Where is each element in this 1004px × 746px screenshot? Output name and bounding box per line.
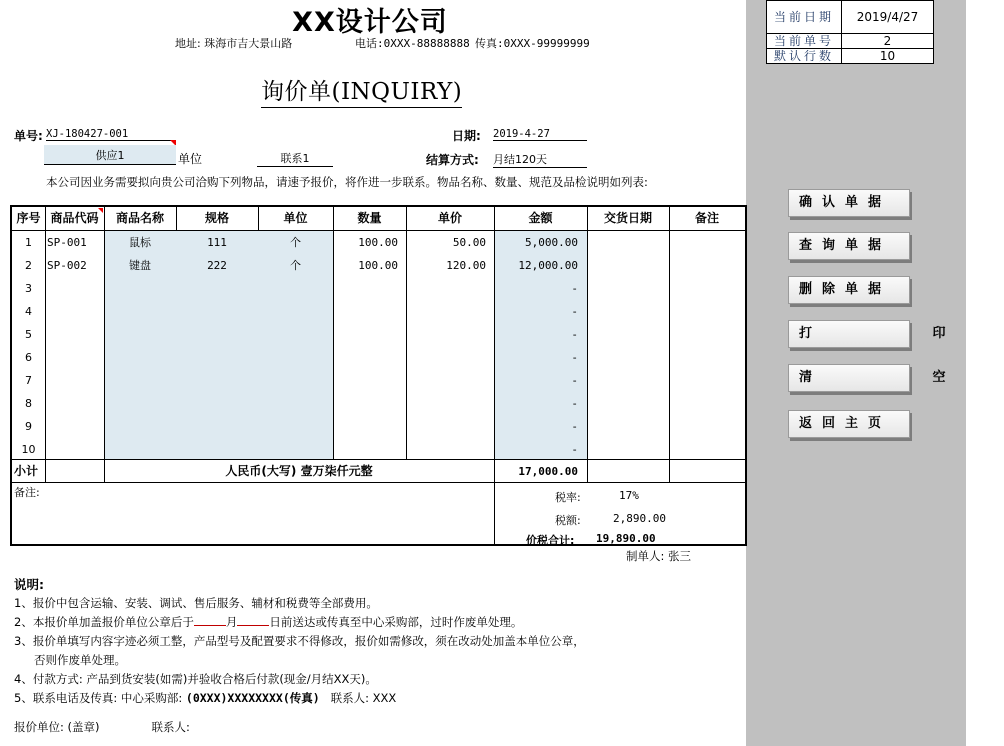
cell-qty[interactable]: 100.00 xyxy=(358,259,398,272)
cell-qty[interactable] xyxy=(333,438,398,461)
cell-qty[interactable] xyxy=(333,323,398,346)
cell-amount[interactable]: - xyxy=(571,420,578,433)
confirm-button[interactable]: 确认单据 xyxy=(788,189,910,217)
cell-no: 3 xyxy=(25,282,32,295)
cell-no: 2 xyxy=(25,259,32,272)
cell-price[interactable] xyxy=(406,369,486,392)
cell-name[interactable] xyxy=(104,415,176,438)
cell-no: 4 xyxy=(25,305,32,318)
tax-rate-value: 17% xyxy=(619,489,639,502)
cell-name[interactable]: 鼠标 xyxy=(129,236,151,249)
cell-unit[interactable] xyxy=(258,300,333,323)
company-contact-line xyxy=(175,35,595,51)
cell-qty[interactable] xyxy=(333,346,398,369)
notes-section xyxy=(14,575,714,737)
cell-code[interactable]: SP-002 xyxy=(47,259,87,272)
cell-no: 10 xyxy=(21,443,36,456)
cell-name[interactable] xyxy=(104,300,176,323)
default-rows-value[interactable]: 10 xyxy=(879,49,896,63)
cell-amount[interactable]: 12,000.00 xyxy=(518,259,578,272)
header-spec: 规格 xyxy=(204,211,229,225)
cell-unit[interactable] xyxy=(258,415,333,438)
tax-amount-label: 税额: xyxy=(555,514,581,527)
company-phone: 电话:0XXX-88888888 xyxy=(355,37,470,50)
header-code: 商品代码 xyxy=(50,211,99,225)
current-no-row xyxy=(767,34,933,49)
footer-unit: 报价单位: (盖章) xyxy=(14,720,100,734)
cell-code[interactable] xyxy=(47,392,103,415)
note-3: 3、报价单填写内容字迹必须工整，产品型号及配置要求不得修改，报价如需修改，须在改动处加盖本单位公章， xyxy=(14,634,585,648)
current-date-label: 当前日期 xyxy=(767,1,842,33)
header-price: 单价 xyxy=(437,211,462,225)
month-blank[interactable] xyxy=(194,615,226,626)
cell-no: 7 xyxy=(25,374,32,387)
cell-qty[interactable] xyxy=(333,300,398,323)
supplier-field[interactable]: 供应1 xyxy=(44,145,176,165)
cell-code[interactable] xyxy=(47,415,103,438)
cell-qty[interactable] xyxy=(333,277,398,300)
document-title: 询价单(INQUIRY) xyxy=(261,73,462,108)
cell-price[interactable] xyxy=(406,415,486,438)
note-4: 4、付款方式: 产品到货安装(如需)并验收合格后付款(现金/月结XX天)。 xyxy=(14,672,377,686)
cell-amount[interactable]: - xyxy=(571,351,578,364)
company-name: XX设计公司 xyxy=(292,7,448,38)
cell-name[interactable] xyxy=(104,346,176,369)
cell-amount[interactable]: - xyxy=(571,282,578,295)
cell-spec[interactable] xyxy=(176,369,258,392)
cell-code[interactable] xyxy=(47,300,103,323)
cell-price[interactable] xyxy=(406,277,486,300)
cell-spec[interactable] xyxy=(176,438,258,461)
cell-unit[interactable] xyxy=(258,346,333,369)
cell-qty[interactable]: 100.00 xyxy=(358,236,398,249)
subtotal-amount: 17,000.00 xyxy=(518,465,578,478)
cell-unit[interactable]: 个 xyxy=(290,236,301,249)
cell-price[interactable] xyxy=(406,438,486,461)
cell-qty[interactable] xyxy=(333,369,398,392)
tax-rate-label: 税率: xyxy=(555,491,581,504)
note-5-b: (0XXX)XXXXXXXX(传真) xyxy=(185,691,320,705)
header-unit: 单位 xyxy=(283,211,308,225)
total-label: 价税合计: xyxy=(526,534,575,547)
settlement-label: 结算方式: xyxy=(426,153,479,167)
current-date-row xyxy=(767,1,933,34)
cell-code[interactable] xyxy=(47,323,103,346)
header-name: 商品名称 xyxy=(115,211,164,225)
cell-qty[interactable] xyxy=(333,392,398,415)
clear-button[interactable]: 清 空 xyxy=(788,364,910,392)
note-5-c: 联系人: XXX xyxy=(330,691,397,705)
cell-amount[interactable]: - xyxy=(571,397,578,410)
notes-title: 说明: xyxy=(14,577,44,592)
cell-price[interactable] xyxy=(406,300,486,323)
comment-marker xyxy=(98,208,103,213)
cell-no: 6 xyxy=(25,351,32,364)
header-delivery: 交货日期 xyxy=(603,211,652,225)
notes-footer xyxy=(14,718,714,737)
cell-amount[interactable]: - xyxy=(571,443,578,456)
company-fax: 传真:0XXX-99999999 xyxy=(475,37,590,50)
remarks-label[interactable]: 备注: xyxy=(14,486,40,499)
cell-qty[interactable] xyxy=(333,415,398,438)
date-field[interactable]: 2019-4-27 xyxy=(493,128,587,141)
cell-unit[interactable] xyxy=(258,369,333,392)
header-remarks: 备注 xyxy=(694,211,719,225)
query-button[interactable]: 查询单据 xyxy=(788,232,910,260)
current-no-label: 当前单号 xyxy=(767,34,842,48)
settlement-field[interactable]: 月结120天 xyxy=(493,151,587,168)
cell-spec[interactable] xyxy=(176,323,258,346)
home-button[interactable]: 返回主页 xyxy=(788,410,910,438)
cell-price[interactable] xyxy=(406,346,486,369)
note-1: 1、报价中包含运输、安装、调试、售后服务、辅材和税费等全部费用。 xyxy=(14,596,378,610)
cell-no: 8 xyxy=(25,397,32,410)
total-value: 19,890.00 xyxy=(596,532,656,545)
cell-price[interactable] xyxy=(406,323,486,346)
note-2-b: 月 xyxy=(225,615,238,629)
cell-unit[interactable]: 个 xyxy=(290,259,301,272)
info-box xyxy=(766,0,934,64)
cell-name[interactable] xyxy=(104,323,176,346)
header-qty: 数量 xyxy=(357,211,382,225)
default-rows-row xyxy=(767,49,933,64)
cell-amount[interactable]: 5,000.00 xyxy=(525,236,578,249)
cell-code[interactable]: SP-001 xyxy=(47,236,87,249)
cell-spec[interactable] xyxy=(176,300,258,323)
cell-code[interactable] xyxy=(47,346,103,369)
note-5-a: 5、联系电话及传真: 中心采购部: xyxy=(14,691,183,705)
cell-unit[interactable] xyxy=(258,438,333,461)
col-line xyxy=(587,207,588,483)
cell-spec[interactable] xyxy=(176,392,258,415)
cell-unit[interactable] xyxy=(258,392,333,415)
order-number-field[interactable]: XJ-180427-001 xyxy=(46,128,176,141)
tax-amount-value: 2,890.00 xyxy=(613,512,666,525)
day-blank[interactable] xyxy=(237,615,269,626)
header-amount: 金额 xyxy=(528,211,553,225)
company-address: 地址: 珠海市吉大景山路 xyxy=(175,37,293,50)
current-no-value[interactable]: 2 xyxy=(883,34,892,48)
note-2 xyxy=(14,613,714,632)
col-line xyxy=(45,207,46,483)
note-2-c: 日前送达或传真至中心采购部，过时作废单处理。 xyxy=(269,615,523,629)
cell-spec[interactable] xyxy=(176,415,258,438)
cell-spec[interactable] xyxy=(176,277,258,300)
inquiry-table xyxy=(10,205,747,546)
subtotal-label: 小计 xyxy=(14,464,39,478)
cell-unit[interactable] xyxy=(258,277,333,300)
note-5 xyxy=(14,689,714,708)
header-no: 序号 xyxy=(16,211,41,225)
cell-no: 1 xyxy=(25,236,32,249)
footer-contact: 联系人: xyxy=(151,720,190,734)
cell-code[interactable] xyxy=(47,277,103,300)
cell-unit[interactable] xyxy=(258,323,333,346)
date-label: 日期: xyxy=(452,129,481,143)
cell-spec[interactable]: 222 xyxy=(207,259,227,272)
cell-name[interactable] xyxy=(104,438,176,461)
cell-name[interactable] xyxy=(104,369,176,392)
cell-name[interactable]: 键盘 xyxy=(129,259,151,272)
current-date-value[interactable]: 2019/4/27 xyxy=(856,10,919,24)
cell-amount[interactable]: - xyxy=(571,305,578,318)
cell-amount[interactable]: - xyxy=(571,374,578,387)
cell-spec[interactable] xyxy=(176,346,258,369)
subtotal-words: 人民币(大写) 壹万柒仟元整 xyxy=(225,464,373,478)
col-line xyxy=(669,207,670,483)
maker-text: 制单人: 张三 xyxy=(626,549,692,563)
cell-price[interactable]: 120.00 xyxy=(446,259,486,272)
cell-name[interactable] xyxy=(104,392,176,415)
cell-no: 5 xyxy=(25,328,32,341)
cell-spec[interactable]: 111 xyxy=(207,236,227,249)
contact-field[interactable]: 联系1 xyxy=(257,150,333,167)
cell-code[interactable] xyxy=(47,369,103,392)
cell-name[interactable] xyxy=(104,277,176,300)
delete-button[interactable]: 删除单据 xyxy=(788,276,910,304)
cell-code[interactable] xyxy=(47,438,103,461)
cell-price[interactable]: 50.00 xyxy=(452,236,486,249)
cell-amount[interactable]: - xyxy=(571,328,578,341)
intro-text: 本公司因业务需要拟向贵公司洽购下列物品，请速予报价，将作进一步联系。物品名称、数量、规范及品检说明如列表: xyxy=(46,175,648,189)
cell-no: 9 xyxy=(25,420,32,433)
default-rows-label: 默认行数 xyxy=(767,49,842,64)
order-number-label: 单号: xyxy=(14,129,43,143)
supplier-suffix: 单位 xyxy=(178,152,203,166)
note-2-a: 2、本报价单加盖报价单位公章后于 xyxy=(14,615,194,629)
cell-price[interactable] xyxy=(406,392,486,415)
print-button[interactable]: 打 印 xyxy=(788,320,910,348)
note-3b: 否则作废单处理。 xyxy=(34,653,126,667)
